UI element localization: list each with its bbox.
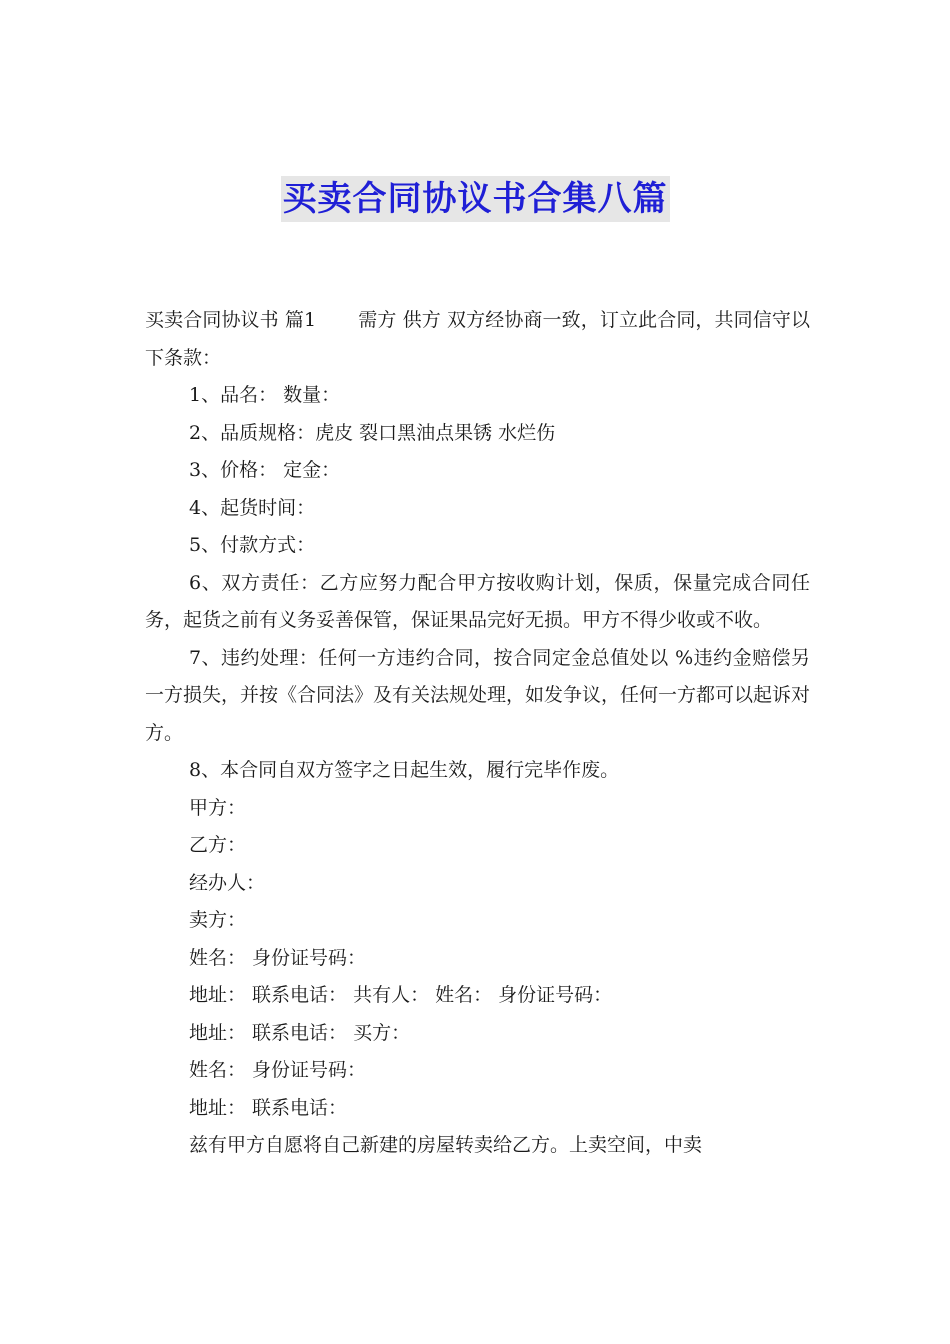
signature-seller-name: 姓名： 身份证号码：: [189, 946, 367, 969]
clause-6: 6、双方责任：乙方应努力配合甲方按收购计划，保质，保量完成合同任务，起货之前有义务妥善保管，保证果品完好无损。甲方不得少收或不收。: [145, 571, 810, 631]
signature-party-b: 乙方：: [189, 834, 247, 856]
clause-4: 4、起货时间：: [189, 496, 316, 519]
clause-5: 5、付款方式：: [189, 534, 316, 556]
closing-paragraph: 兹有甲方自愿将自己新建的房屋转卖给乙方。上卖空间，中卖: [189, 1134, 703, 1156]
intro-paragraph: [145, 302, 810, 377]
signature-buyer-address: 地址： 联系电话：: [189, 1096, 348, 1119]
signature-seller: 卖方：: [189, 909, 247, 931]
title-container: [0, 176, 950, 222]
signature-buyer-name: 姓名： 身份证号码：: [189, 1059, 367, 1081]
signature-handler: 经办人：: [189, 871, 266, 894]
clause-3: 3、价格： 定金：: [189, 459, 341, 481]
clause-8: 8、本合同自双方签字之日起生效，履行完毕作废。: [189, 759, 620, 781]
signature-party-a: 甲方：: [189, 796, 247, 819]
signature-seller-address: 地址： 联系电话： 共有人： 姓名： 身份证号码：: [189, 984, 613, 1006]
clause-1: 1、品名： 数量：: [189, 384, 341, 406]
clause-2: 2、品质规格：虎皮 裂口黑油点果锈 水烂伤: [189, 421, 556, 444]
clause-7: 7、违约处理：任何一方违约合同，按合同定金总值处以 %违约金赔偿另一方损失，并按《合同法》及有关法规处理，如发争议，任何一方都可以起诉对方。: [145, 646, 811, 744]
intro-heading: 买卖合同协议书 篇1: [145, 309, 317, 331]
signature-coowner-address: 地址： 联系电话： 买方：: [189, 1021, 411, 1044]
document-body: [145, 302, 810, 1165]
intro-text: 需方 供方 双方经协商一致，订立此合同，共同信守以下条款：: [145, 309, 810, 369]
document-title: 买卖合同协议书合集八篇: [281, 176, 670, 222]
